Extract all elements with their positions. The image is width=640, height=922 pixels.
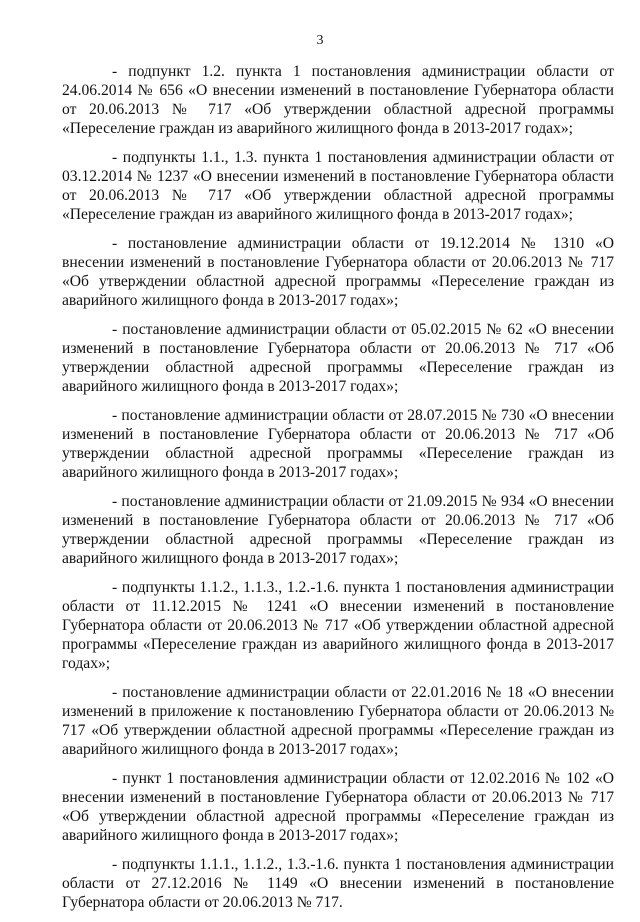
list-item: - подпункты 1.1.2., 1.1.3., 1.2.-1.6. пункта 1 постановления администрации области от 11.12.2015 № 1241 «О внесении изменений в постановление Губернатора области от 20.06.2013 № 717 «Об утверждении областной адресной программы «Переселение граждан из аварийного жилищного фонда в 2013-2017 годах»; — [62, 579, 614, 672]
page-number: 3 — [316, 33, 324, 48]
list-item: - подпункт 1.2. пункта 1 постановления администрации области от 24.06.2014 № 656 «О внесении изменений в постановление Губернатора области от 20.06.2013 № 717 «Об утверждении областной адресной программы «Переселение граждан из аварийного жилищного фонда в 2013-2017 годах»; — [62, 63, 614, 137]
list-item: - постановление администрации области от 05.02.2015 № 62 «О внесении изменений в постановление Губернатора области от 20.06.2013 № 717 «Об утверждении областной адресной программы «Переселение граждан из аварийного жилищного фонда в 2013-2017 годах»; — [62, 321, 614, 395]
list-item: - подпункты 1.1., 1.3. пункта 1 постановления администрации области от 03.12.2014 № 1237 «О внесении изменений в постановление Губернатора области от 20.06.2013 № 717 «Об утверждении областной адресной программы «Переселение граждан из аварийного жилищного фонда в 2013-2017 годах»; — [62, 149, 614, 223]
list-item: - постановление администрации области от 22.01.2016 № 18 «О внесении изменений в приложение к постановлению Губернатора области от 20.06.2013 № 717 «Об утверждении областной адресной программы «Переселение граждан из аварийного жилищного фонда в 2013-2017 годах»; — [62, 684, 614, 758]
list-item: - постановление администрации области от 28.07.2015 № 730 «О внесении изменений в постановление Губернатора области от 20.06.2013 № 717 «Об утверждении областной адресной программы «Переселение граждан из аварийного жилищного фонда в 2013-2017 годах»; — [62, 407, 614, 481]
list-item: - постановление администрации области от 21.09.2015 № 934 «О внесении изменений в постановление Губернатора области от 20.06.2013 № 717 «Об утверждении областной адресной программы «Переселение граждан из аварийного жилищного фонда в 2013-2017 годах»; — [62, 493, 614, 567]
list-item: - постановление администрации области от 19.12.2014 № 1310 «О внесении изменений в постановление Губернатора области от 20.06.2013 № 717 «Об утверждении областной адресной программы «Переселение граждан из аварийного жилищного фонда в 2013-2017 годах»; — [62, 235, 614, 309]
list-item: - пункт 1 постановления администрации области от 12.02.2016 № 102 «О внесении изменений в постановление Губернатора области от 20.06.2013 № 717 «Об утверждении областной адресной программы «Переселение граждан из аварийного жилищного фонда в 2013-2017 годах»; — [62, 770, 614, 844]
list-item: - подпункты 1.1.1., 1.1.2., 1.3.-1.6. пункта 1 постановления администрации области от 27.12.2016 № 1149 «О внесении изменений в постановление Губернатора области от 20.06.2013 № 717. — [62, 856, 614, 911]
document-body — [62, 62, 614, 922]
